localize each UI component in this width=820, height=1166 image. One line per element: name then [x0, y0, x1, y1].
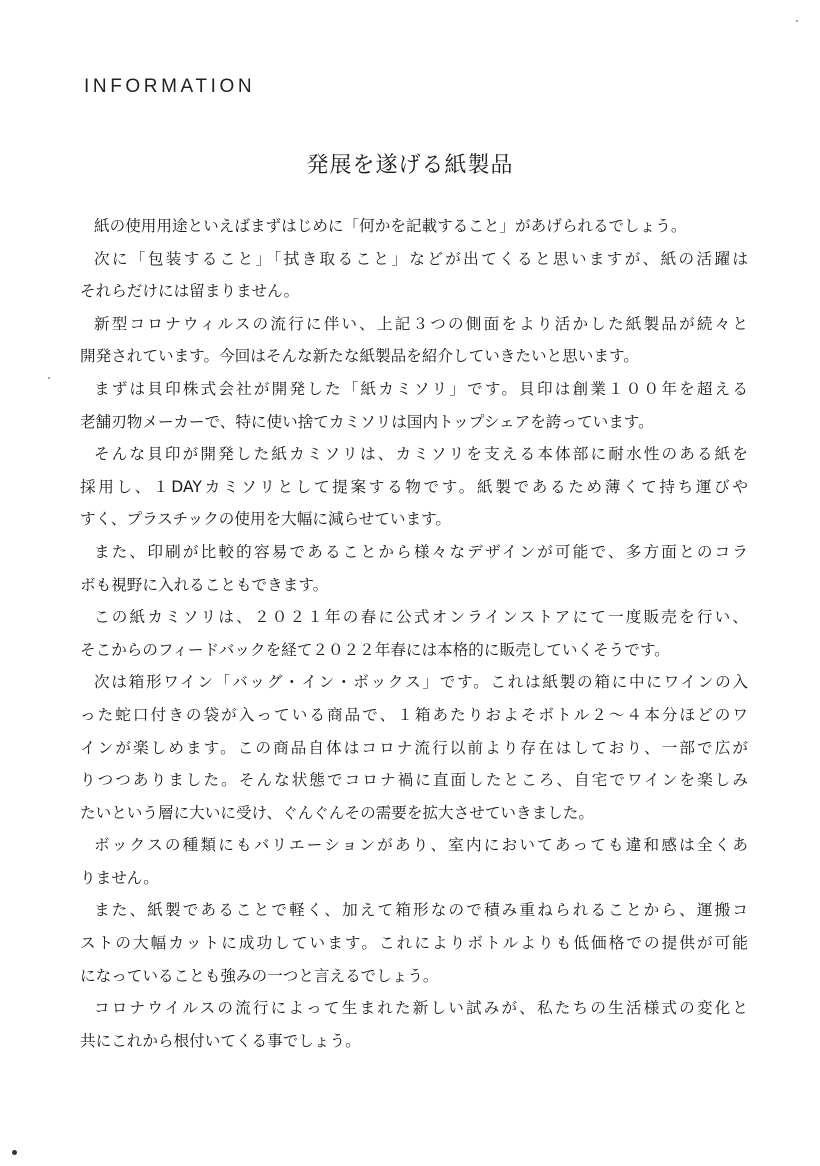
body-line: また、紙製であることで軽く、加えて箱形なので積み重ねられることから、運搬コ — [94, 901, 748, 920]
article-title: 発展を遂げる紙製品 — [306, 153, 514, 178]
body-line: 紙の使用用途といえばまずはじめに「何かを記載すること」があげられるでしょう。 — [94, 217, 687, 235]
section-header: INFORMATION — [84, 76, 256, 97]
body-line: 次は箱形ワイン「バッグ・イン・ボックス」です。これは紙製の箱に中にワインの入 — [94, 673, 748, 692]
body-line: まずは貝印株式会社が開発した「紙カミソリ」です。貝印は創業１００年を超える — [94, 379, 748, 398]
body-line: った蛇口付きの袋が入っている商品で、１箱あたりおよそボトル２～４本分ほどのワ — [80, 705, 748, 724]
body-line: たいという層に大いに受け、ぐんぐんその需要を拡大させていきました。 — [80, 803, 594, 822]
body-line: 老舗刃物メーカーで、特に使い捨てカミソリは国内トップシェアを誇っています。 — [80, 412, 654, 431]
article-body — [80, 210, 748, 1057]
body-line: 開発されています。今回はそんな新たな紙製品を紹介していきたいと思います。 — [80, 347, 639, 366]
scan-mark — [12, 1150, 17, 1155]
body-line: りません。 — [80, 868, 159, 887]
body-line: りつつありました。そんな状態でコロナ禍に直面したところ、自宅でワインを楽しみ — [80, 771, 748, 790]
body-line: そこからのフィードバックを経て２０２２年春には本格的に販売していくそうです。 — [80, 640, 670, 659]
body-line: ボも視野に入れることもできます。 — [80, 575, 329, 594]
body-line: 採用し、１DAYカミソリとして提案する物です。紙製であるため薄くて持ち運びや — [80, 477, 748, 496]
body-line: ストの大幅カットに成功しています。これによりボトルよりも低価格での提供が可能 — [80, 934, 748, 953]
body-line: 新型コロナウィルスの流行に伴い、上記３つの側面をより活かした紙製品が続々と — [94, 314, 748, 333]
scan-speck — [48, 377, 50, 379]
body-line: コロナウイルスの流行によって生まれた新しい試みが、私たちの生活様式の変化と — [94, 999, 748, 1018]
body-line: また、印刷が比較的容易であることから様々なデザインが可能で、多方面とのコラ — [94, 542, 748, 561]
body-line: 次に「包装すること」「拭き取ること」などが出てくると思いますが、紙の活躍は — [94, 249, 748, 268]
body-line: この紙カミソリは、２０２１年の春に公式オンラインストアにて一度販売を行い、 — [94, 608, 748, 627]
body-line: になっていることも強みの一つと言えるでしょう。 — [80, 966, 439, 985]
body-line: インが楽しめます。この商品自体はコロナ流行以前より存在はしており、一部で広が — [80, 738, 748, 757]
scan-speck — [796, 20, 798, 22]
body-line: 共にこれから根付いてくる事でしょう。 — [80, 1031, 361, 1050]
body-line: ボックスの種類にもバリエーションがあり、室内においてあっても違和感は全くあ — [94, 836, 748, 855]
body-line: そんな貝印が開発した紙カミソリは、カミソリを支える本体部に耐水性のある紙を — [94, 445, 748, 464]
body-line: それらだけには留まりません。 — [80, 282, 300, 301]
body-line: すく、プラスチックの使用を大幅に減らせています。 — [80, 510, 451, 529]
